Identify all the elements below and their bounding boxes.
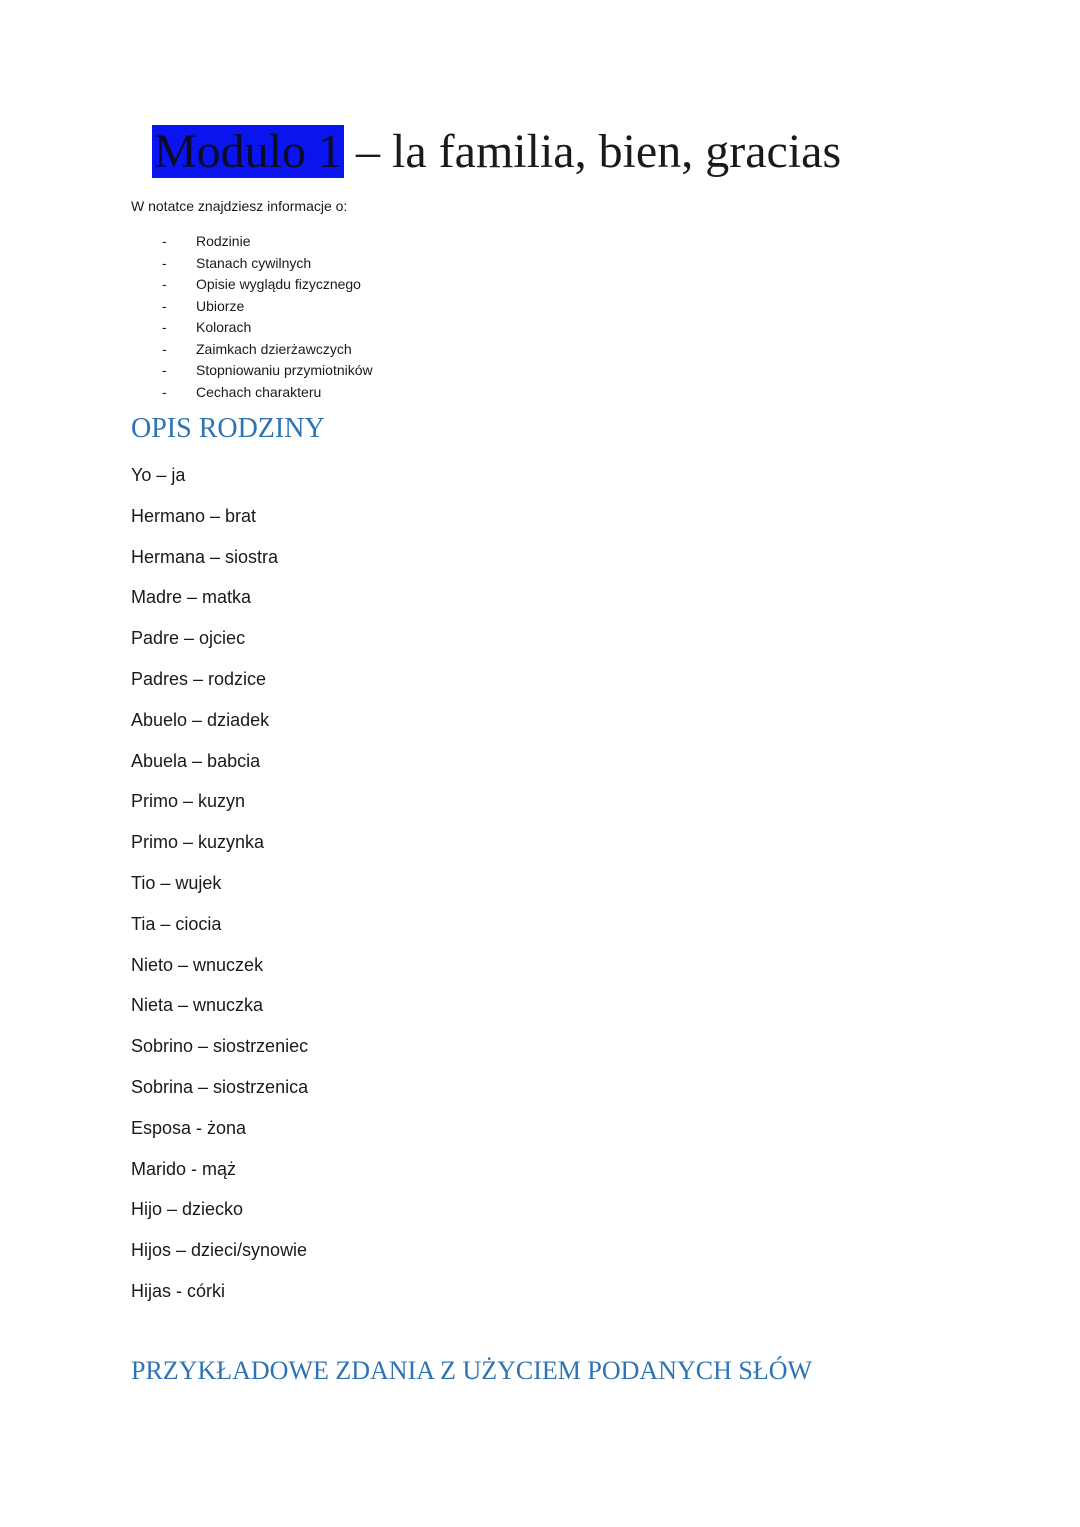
- bullet-dash: -: [162, 319, 167, 335]
- section-heading-family: OPIS RODZINY: [131, 413, 325, 444]
- vocab-item: Primo – kuzynka: [131, 832, 265, 853]
- vocab-item: Tio – wujek: [131, 872, 222, 893]
- vocab-item: Hijos – dzieci/synowie: [131, 1240, 308, 1261]
- vocab-item: Marido - mąż: [131, 1158, 237, 1179]
- title-highlighted-text: Modulo 1: [154, 125, 343, 178]
- topic-item: - Stanach cywilnych: [131, 253, 373, 275]
- topic-item: - Cechach charakteru: [131, 382, 373, 404]
- vocab-item: Hijas - córki: [131, 1280, 226, 1301]
- topic-item: - Opisie wyglądu fizycznego: [131, 274, 373, 296]
- vocab-item: Yo – ja: [131, 465, 186, 485]
- vocab-item: Abuela – babcia: [131, 750, 261, 771]
- topic-item: - Ubiorze: [131, 296, 373, 318]
- vocab-item: Nieta – wnuczka: [131, 995, 264, 1016]
- topics-list: [131, 231, 373, 403]
- vocab-item: Esposa - żona: [131, 1117, 247, 1138]
- vocab-item: Sobrino – siostrzeniec: [131, 1036, 309, 1057]
- bullet-dash: -: [162, 233, 167, 249]
- vocabulary-list: [131, 462, 308, 1319]
- bullet-dash: -: [162, 362, 167, 378]
- vocab-item: Padre – ojciec: [131, 628, 246, 649]
- bullet-dash: -: [162, 383, 167, 400]
- vocab-item: Hijo – dziecko: [131, 1199, 244, 1220]
- vocab-item: Tia – ciocia: [131, 913, 222, 934]
- bullet-dash: -: [162, 340, 167, 357]
- vocab-item: Madre – matka: [131, 587, 252, 608]
- topic-item: - Kolorach: [131, 317, 373, 339]
- vocab-item: Abuelo – dziadek: [131, 709, 270, 730]
- topic-item: - Rodzinie: [131, 231, 373, 253]
- bullet-dash: -: [162, 276, 167, 292]
- vocab-item: Hermana – siostra: [131, 546, 279, 567]
- document-title: [152, 124, 841, 180]
- vocab-item: Nieto – wnuczek: [131, 954, 264, 975]
- title-text: – la familia, bien, gracias: [344, 125, 842, 178]
- intro-text: W notatce znajdziesz informacje o:: [131, 198, 348, 214]
- vocab-item: Primo – kuzyn: [131, 791, 246, 812]
- topic-item: - Zaimkach dzierżawczych: [131, 339, 373, 361]
- vocab-item: Padres – rodzice: [131, 668, 267, 689]
- vocab-item: Sobrina – siostrzenica: [131, 1076, 309, 1097]
- section-heading-examples: PRZYKŁADOWE ZDANIA Z UŻYCIEM PODANYCH SŁÓW: [131, 1356, 813, 1385]
- bullet-dash: -: [162, 297, 167, 314]
- vocab-item: Hermano – brat: [131, 505, 257, 526]
- topic-item: - Stopniowaniu przymiotników: [131, 360, 373, 382]
- bullet-dash: -: [162, 254, 167, 271]
